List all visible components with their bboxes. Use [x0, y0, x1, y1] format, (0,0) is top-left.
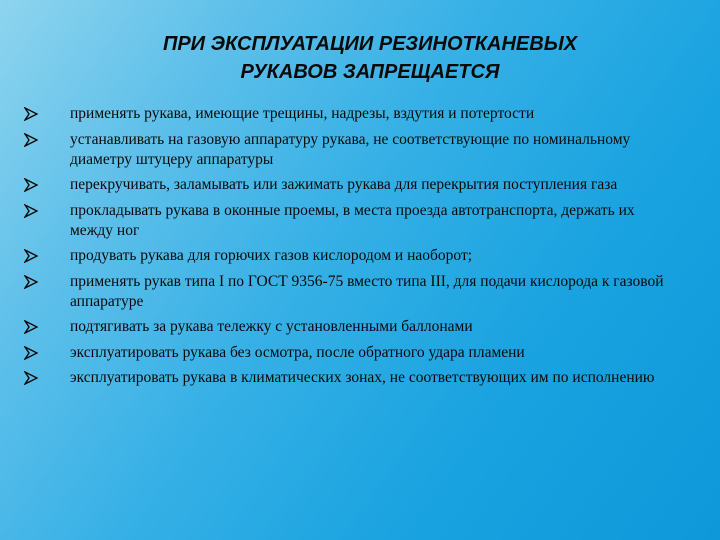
list-item-text: подтягивать за рукава тележку с установленными баллонами [70, 318, 473, 335]
slide-title-line-2: РУКАВОВ ЗАПРЕЩАЕТСЯ [240, 61, 500, 83]
arrowhead-bullet-icon [24, 204, 38, 218]
list-item [24, 368, 664, 388]
list-item [24, 246, 664, 266]
arrowhead-bullet-icon [24, 371, 38, 385]
arrowhead-bullet-icon [24, 275, 38, 289]
list-item-text: прокладывать рукава в оконные проемы, в места проезда автотранспорта, держать их между ног [70, 201, 635, 239]
arrowhead-bullet-icon [24, 320, 38, 334]
list-item-text: продувать рукава для горючих газов кислородом и наоборот; [70, 247, 473, 264]
list-item-text: применять рукав типа I по ГОСТ 9356-75 вместо типа III, для подачи кислорода к газовой аппаратуре [70, 272, 664, 310]
list-item [24, 201, 664, 241]
list-item-text: эксплуатировать рукава в климатических зонах, не соответствующих им по исполнению [70, 369, 655, 386]
arrowhead-bullet-icon [24, 249, 38, 263]
arrowhead-bullet-icon [24, 133, 38, 147]
list-item [24, 343, 664, 363]
list-item-text: применять рукава, имеющие трещины, надрезы, вздутия и потертости [70, 105, 535, 122]
arrowhead-bullet-icon [24, 178, 38, 192]
arrowhead-bullet-icon [24, 346, 38, 360]
list-item [24, 175, 664, 195]
arrowhead-bullet-icon [24, 107, 38, 121]
slide-title [90, 30, 650, 86]
list-item-text: эксплуатировать рукава без осмотра, после обратного удара пламени [70, 343, 525, 361]
slide-title-line-1: ПРИ ЭКСПЛУАТАЦИИ РЕЗИНОТКАНЕВЫХ [162, 33, 578, 55]
list-item [24, 104, 664, 124]
list-item-text: устанавливать на газовую аппаратуру рукава, не соответствующие по номинальному диаметру штуцеру аппаратуры [70, 130, 631, 168]
list-item-text: перекручивать, заламывать или зажимать рукава для перекрытия поступления газа [70, 176, 618, 193]
list-item [24, 130, 664, 170]
list-item [24, 317, 664, 337]
prohibition-list [24, 104, 664, 394]
list-item [24, 272, 664, 312]
